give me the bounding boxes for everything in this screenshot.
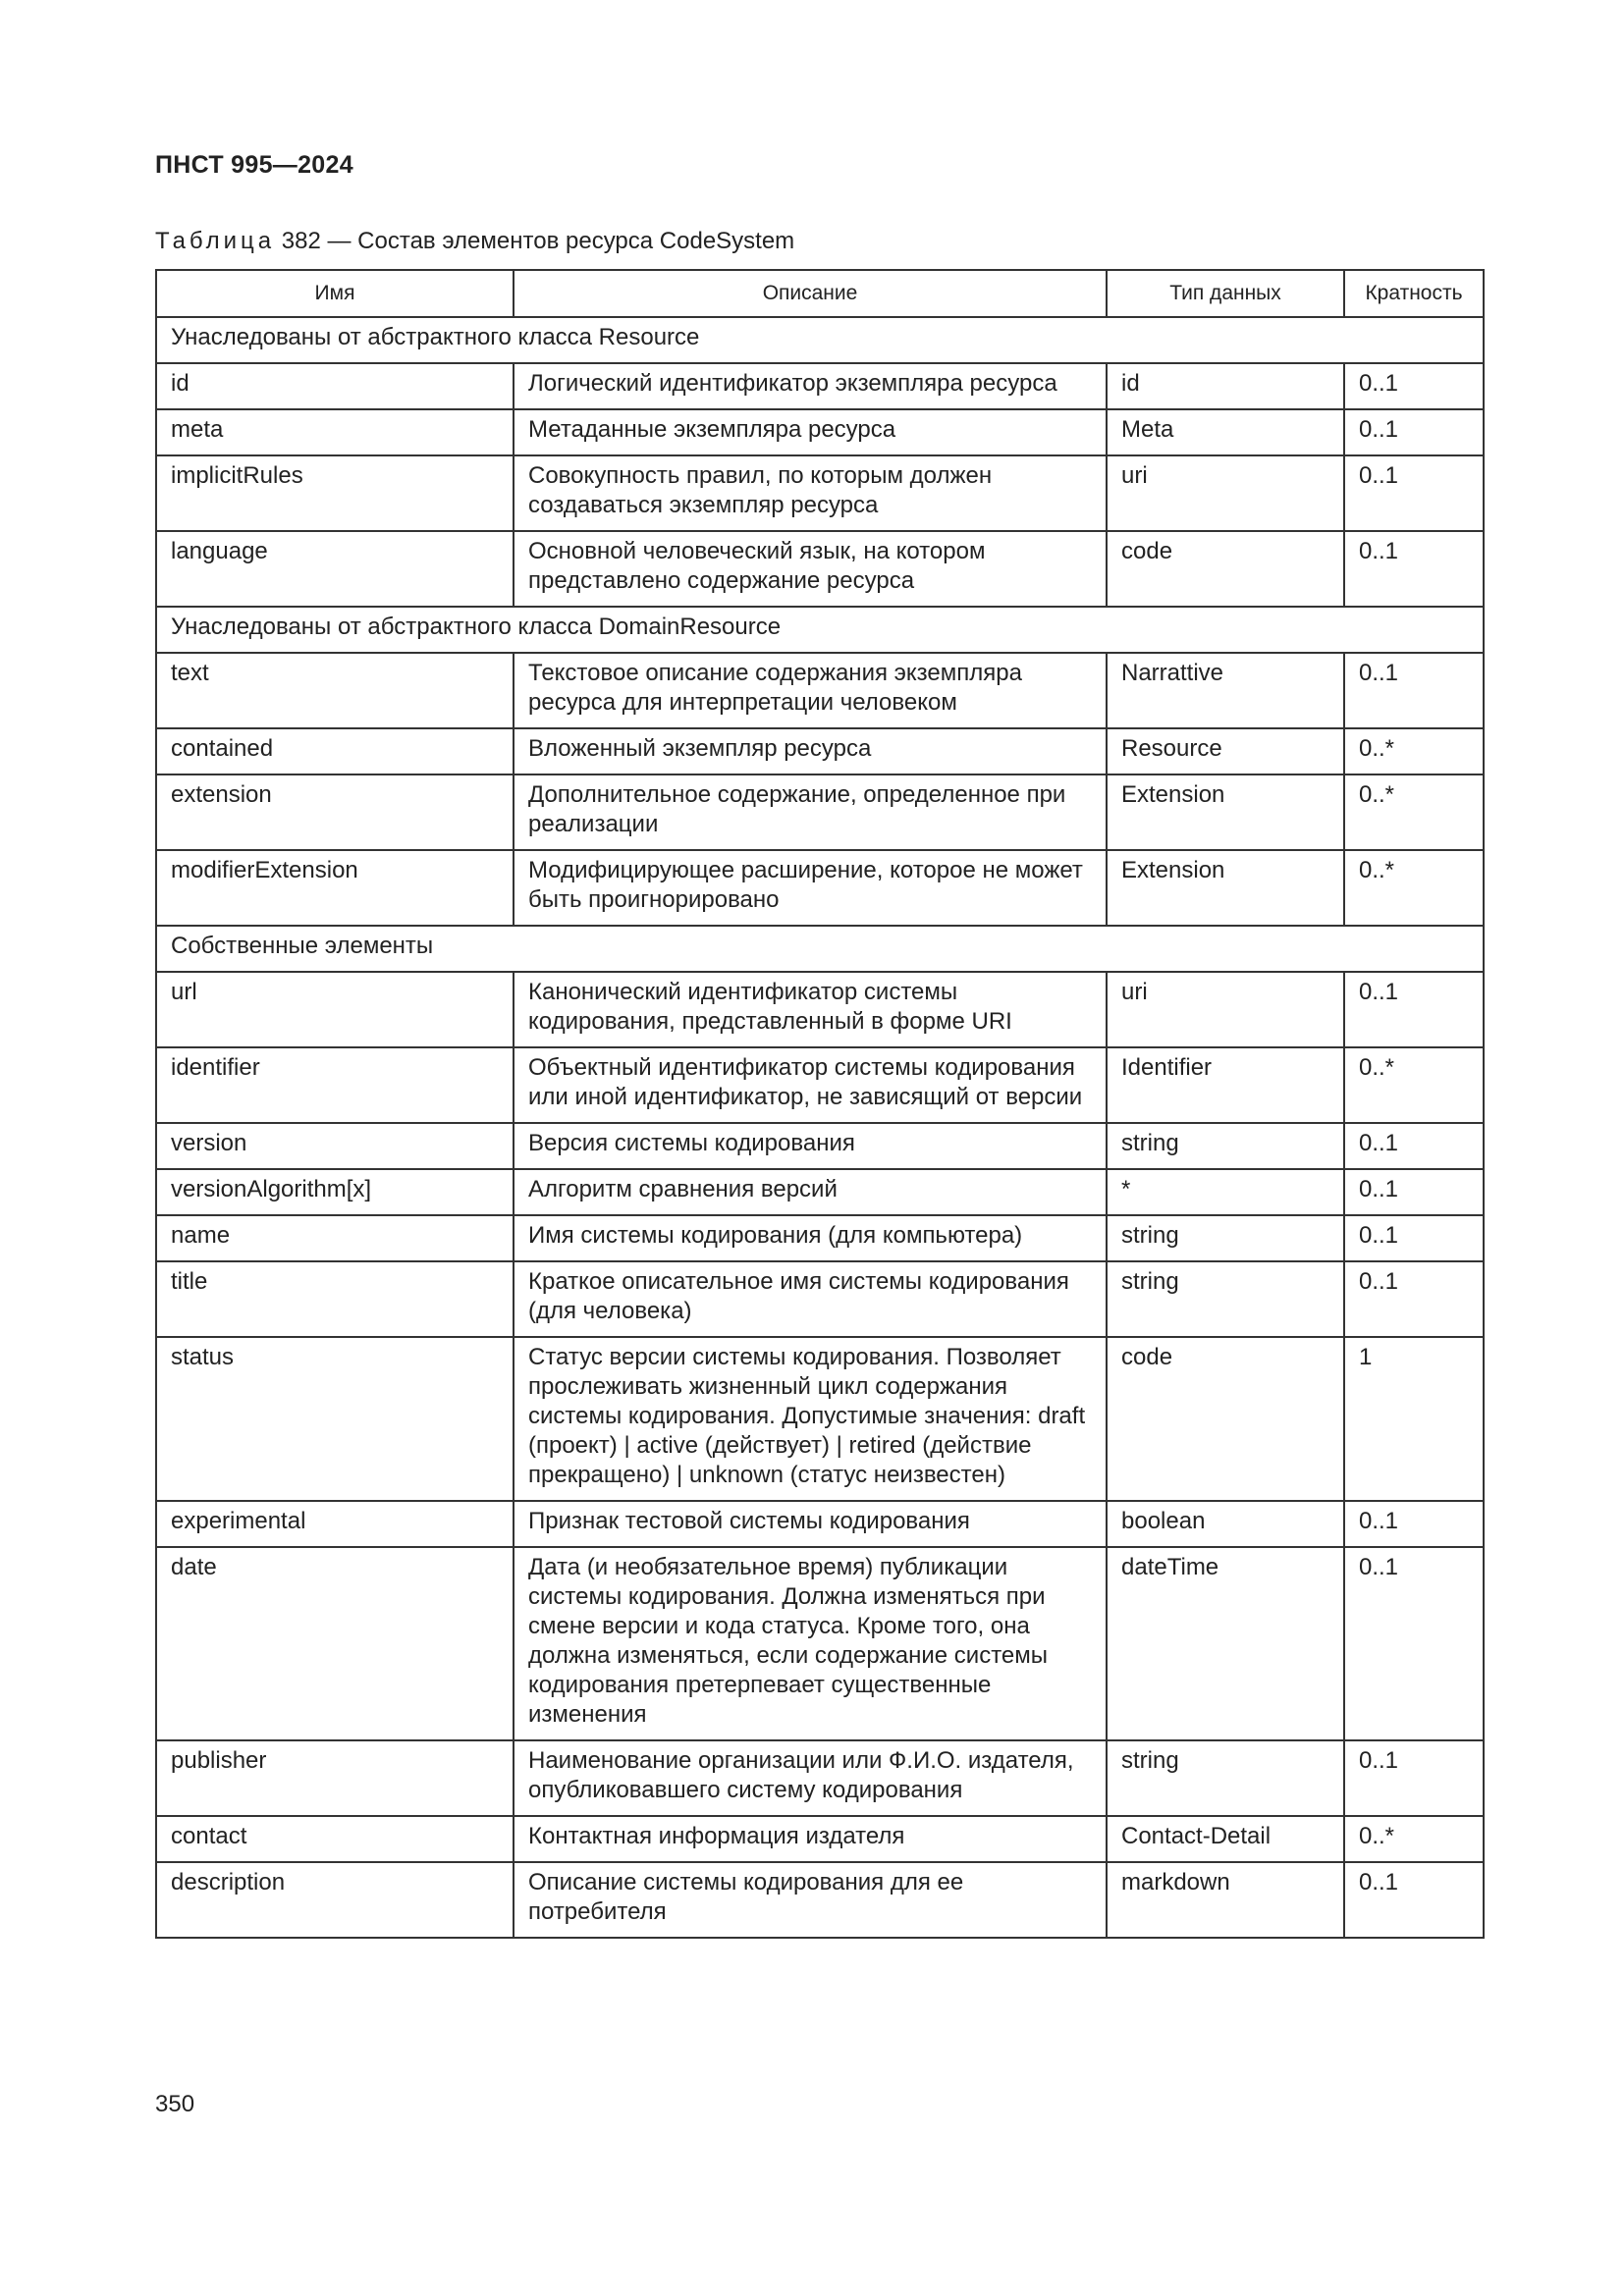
table-row [156,1816,1484,1862]
element-cardinality-cell: 0..1 [1344,1862,1484,1938]
element-description-cell: Текстовое описание содержания экземпляра ресурса для интерпретации человеком [514,653,1107,728]
element-name-cell: version [156,1123,514,1169]
element-description-cell: Описание системы кодирования для ее потребителя [514,1862,1107,1938]
element-name-cell: versionAlgorithm[x] [156,1169,514,1215]
element-datatype-cell: Extension [1107,850,1344,926]
element-cardinality-cell: 0..* [1344,850,1484,926]
element-name-cell: id [156,363,514,409]
element-description-cell: Имя системы кодирования (для компьютера) [514,1215,1107,1261]
element-datatype-cell: id [1107,363,1344,409]
table-row [156,1547,1484,1740]
table-row [156,1215,1484,1261]
column-header-name: Имя [156,270,514,317]
table-caption-title: — Состав элементов ресурса CodeSystem [327,228,795,254]
element-description-cell: Признак тестовой системы кодирования [514,1501,1107,1547]
element-name-cell: extension [156,774,514,850]
element-cardinality-cell: 0..* [1344,728,1484,774]
element-cardinality-cell: 1 [1344,1337,1484,1501]
table-row [156,1169,1484,1215]
elements-table [155,269,1485,1939]
table-row [156,455,1484,531]
element-description-cell: Контактная информация издателя [514,1816,1107,1862]
section-row [156,926,1484,972]
element-description-cell: Дополнительное содержание, определенное при реализации [514,774,1107,850]
element-description-cell: Метаданные экземпляра ресурса [514,409,1107,455]
element-cardinality-cell: 0..1 [1344,1261,1484,1337]
element-description-cell: Совокупность правил, по которым должен создаваться экземпляр ресурса [514,455,1107,531]
table-row [156,531,1484,607]
element-datatype-cell: string [1107,1740,1344,1816]
element-name-cell: date [156,1547,514,1740]
element-datatype-cell: markdown [1107,1862,1344,1938]
element-datatype-cell: Contact-Detail [1107,1816,1344,1862]
element-name-cell: implicitRules [156,455,514,531]
element-datatype-cell: string [1107,1261,1344,1337]
element-datatype-cell: Meta [1107,409,1344,455]
element-datatype-cell: string [1107,1215,1344,1261]
element-datatype-cell: boolean [1107,1501,1344,1547]
document-code: ПНСТ 995—2024 [155,151,353,179]
element-datatype-cell: uri [1107,972,1344,1047]
table-row [156,653,1484,728]
table-caption-number: 382 [281,228,321,254]
element-cardinality-cell: 0..1 [1344,1123,1484,1169]
table-row [156,850,1484,926]
element-description-cell: Версия системы кодирования [514,1123,1107,1169]
element-cardinality-cell: 0..1 [1344,531,1484,607]
table-caption [155,228,794,255]
table-header-row [156,270,1484,317]
element-name-cell: language [156,531,514,607]
element-datatype-cell: uri [1107,455,1344,531]
element-datatype-cell: code [1107,1337,1344,1501]
section-title: Унаследованы от абстрактного класса DomainResource [156,607,1484,653]
element-cardinality-cell: 0..* [1344,774,1484,850]
column-header-cardinality: Кратность [1344,270,1484,317]
element-description-cell: Модифицирующее расширение, которое не может быть проигнорировано [514,850,1107,926]
element-name-cell: experimental [156,1501,514,1547]
element-description-cell: Статус версии системы кодирования. Позволяет прослеживать жизненный цикл содержания системы кодирования. Допустимые значения: draft (проект) | active (действует) | retired (действие прекращено) | unknown (статус неизвестен) [514,1337,1107,1501]
element-datatype-cell: Identifier [1107,1047,1344,1123]
element-cardinality-cell: 0..1 [1344,1547,1484,1740]
element-name-cell: identifier [156,1047,514,1123]
element-datatype-cell: string [1107,1123,1344,1169]
table-body [156,317,1484,1938]
element-datatype-cell: dateTime [1107,1547,1344,1740]
table-row [156,1337,1484,1501]
element-datatype-cell: Extension [1107,774,1344,850]
element-description-cell: Канонический идентификатор системы кодирования, представленный в форме URI [514,972,1107,1047]
element-description-cell: Основной человеческий язык, на котором представлено содержание ресурса [514,531,1107,607]
table-row [156,1123,1484,1169]
table-row [156,972,1484,1047]
element-cardinality-cell: 0..1 [1344,409,1484,455]
element-name-cell: url [156,972,514,1047]
element-description-cell: Логический идентификатор экземпляра ресурса [514,363,1107,409]
element-cardinality-cell: 0..* [1344,1047,1484,1123]
element-name-cell: name [156,1215,514,1261]
element-description-cell: Алгоритм сравнения версий [514,1169,1107,1215]
table-row [156,728,1484,774]
table-row [156,1862,1484,1938]
section-row [156,317,1484,363]
element-cardinality-cell: 0..1 [1344,1501,1484,1547]
element-name-cell: publisher [156,1740,514,1816]
table-row [156,1740,1484,1816]
table-row [156,1047,1484,1123]
table-row [156,1501,1484,1547]
element-cardinality-cell: 0..1 [1344,653,1484,728]
element-name-cell: status [156,1337,514,1501]
column-header-datatype: Тип данных [1107,270,1344,317]
element-cardinality-cell: 0..1 [1344,363,1484,409]
element-cardinality-cell: 0..1 [1344,1169,1484,1215]
element-description-cell: Наименование организации или Ф.И.О. издателя, опубликовавшего систему кодирования [514,1740,1107,1816]
element-cardinality-cell: 0..1 [1344,972,1484,1047]
element-cardinality-cell: 0..1 [1344,1740,1484,1816]
column-header-description: Описание [514,270,1107,317]
element-description-cell: Краткое описательное имя системы кодирования (для человека) [514,1261,1107,1337]
element-description-cell: Дата (и необязательное время) публикации системы кодирования. Должна изменяться при смене версии и кода статуса. Кроме того, она должна изменяться, если содержание системы кодирования претерпевает существенные изменения [514,1547,1107,1740]
element-datatype-cell: Narrattive [1107,653,1344,728]
element-cardinality-cell: 0..* [1344,1816,1484,1862]
element-name-cell: contact [156,1816,514,1862]
element-name-cell: text [156,653,514,728]
table-caption-label: Таблица [155,228,276,254]
table-row [156,363,1484,409]
element-cardinality-cell: 0..1 [1344,1215,1484,1261]
section-row [156,607,1484,653]
section-title: Унаследованы от абстрактного класса Resource [156,317,1484,363]
element-datatype-cell: * [1107,1169,1344,1215]
element-name-cell: description [156,1862,514,1938]
section-title: Собственные элементы [156,926,1484,972]
page-number: 350 [155,2091,195,2117]
element-datatype-cell: Resource [1107,728,1344,774]
element-cardinality-cell: 0..1 [1344,455,1484,531]
element-datatype-cell: code [1107,531,1344,607]
element-name-cell: title [156,1261,514,1337]
element-name-cell: contained [156,728,514,774]
table-row [156,1261,1484,1337]
table-row [156,409,1484,455]
element-description-cell: Вложенный экземпляр ресурса [514,728,1107,774]
table-row [156,774,1484,850]
element-name-cell: modifierExtension [156,850,514,926]
element-name-cell: meta [156,409,514,455]
element-description-cell: Объектный идентификатор системы кодирования или иной идентификатор, не зависящий от версии [514,1047,1107,1123]
